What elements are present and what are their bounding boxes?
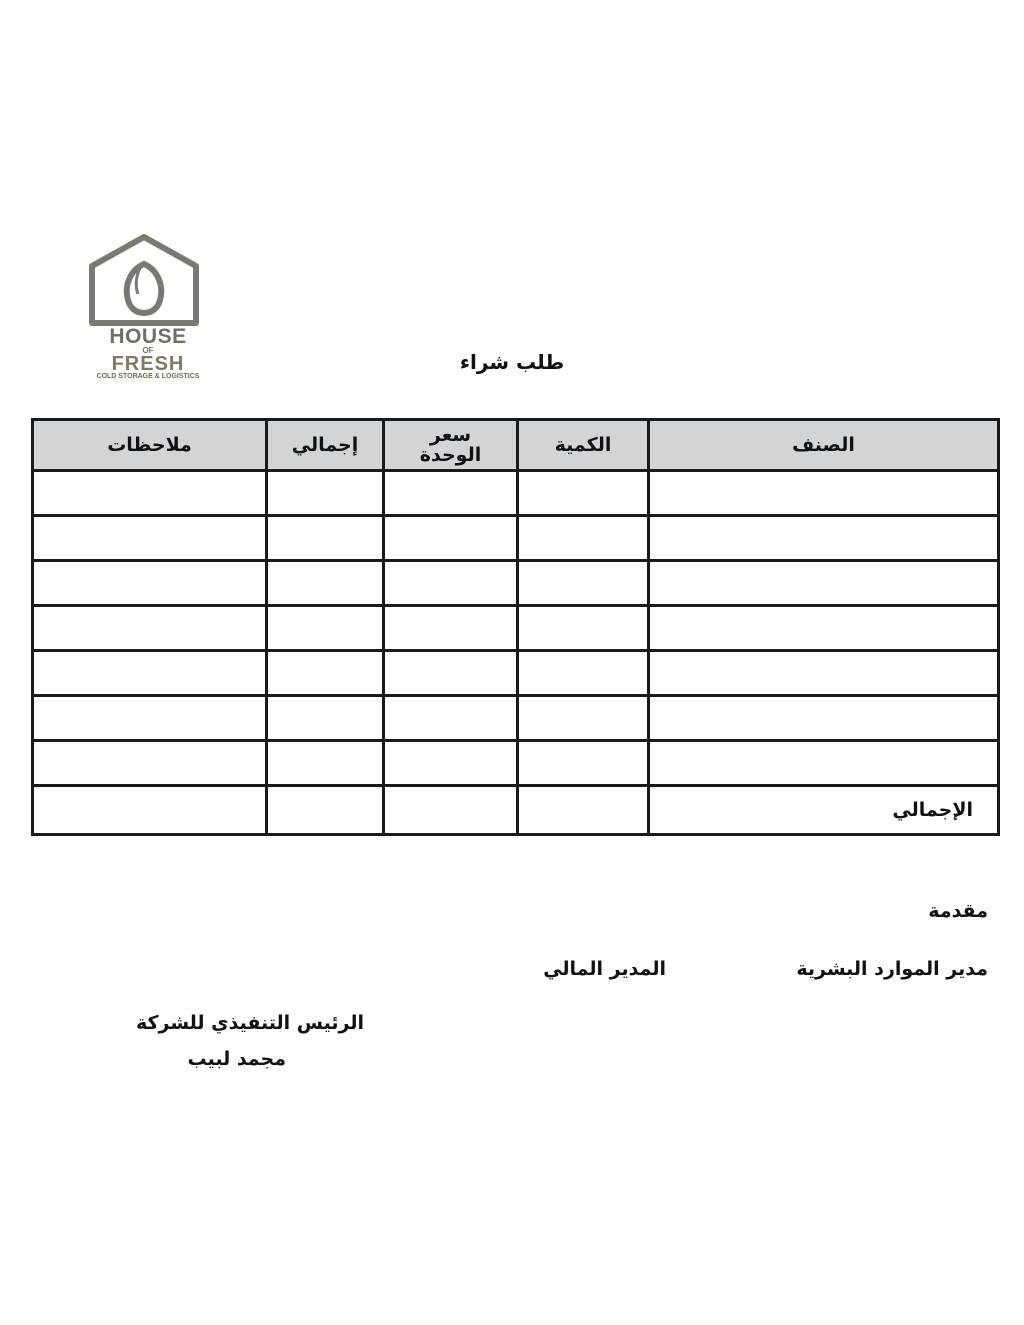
cell-unit-price[interactable] xyxy=(384,516,518,561)
cell-total[interactable] xyxy=(267,651,384,696)
finance-manager-label: المدير المالي xyxy=(543,958,666,980)
cell-quantity[interactable] xyxy=(518,696,649,741)
cell-quantity[interactable] xyxy=(518,561,649,606)
submitted-by-label: مقدمة xyxy=(928,900,988,922)
house-logo-icon xyxy=(86,234,210,330)
cell-quantity[interactable] xyxy=(518,606,649,651)
cell-quantity[interactable] xyxy=(518,471,649,516)
cell-item[interactable] xyxy=(649,696,999,741)
cell-unit-price[interactable] xyxy=(384,696,518,741)
cell-quantity[interactable] xyxy=(518,651,649,696)
cell-total[interactable] xyxy=(267,516,384,561)
cell-unit-price[interactable] xyxy=(384,606,518,651)
table-row xyxy=(33,606,999,651)
cell-notes[interactable] xyxy=(33,516,267,561)
cell-grand-total[interactable] xyxy=(267,786,384,835)
cell-notes[interactable] xyxy=(33,651,267,696)
table-row xyxy=(33,696,999,741)
cell-item[interactable] xyxy=(649,516,999,561)
logo-wordmark-fresh: FRESH xyxy=(111,353,185,375)
ceo-name-label: مجمد لبيب xyxy=(187,1048,286,1070)
table-row xyxy=(33,516,999,561)
logo-tagline: COLD STORAGE & LOGISTICS xyxy=(96,373,200,380)
header-unit-price-line2: الوحدة xyxy=(419,444,482,466)
header-unit-price xyxy=(384,420,518,471)
cell-total[interactable] xyxy=(267,741,384,786)
header-quantity: الكمية xyxy=(518,420,649,471)
table-row xyxy=(33,741,999,786)
ceo-title-label: الرئيس التنفيذي للشركة xyxy=(135,1012,364,1034)
cell-notes[interactable] xyxy=(33,606,267,651)
cell-total-quantity[interactable] xyxy=(518,786,649,835)
cell-total-unit-price[interactable] xyxy=(384,786,518,835)
header-unit-price-line1: سعر xyxy=(429,424,472,446)
table-total-row xyxy=(33,786,999,835)
hr-manager-label: مدير الموارد البشرية xyxy=(796,958,988,980)
total-label: الإجمالي xyxy=(649,786,999,835)
cell-unit-price[interactable] xyxy=(384,471,518,516)
cell-unit-price[interactable] xyxy=(384,651,518,696)
header-notes: ملاحظات xyxy=(33,420,267,471)
cell-notes[interactable] xyxy=(33,696,267,741)
cell-total-notes[interactable] xyxy=(33,786,267,835)
cell-notes[interactable] xyxy=(33,741,267,786)
cell-quantity[interactable] xyxy=(518,516,649,561)
cell-item[interactable] xyxy=(649,606,999,651)
cell-total[interactable] xyxy=(267,606,384,651)
cell-item[interactable] xyxy=(649,651,999,696)
logo-wordmark-house: HOUSE xyxy=(109,325,187,348)
table-header-row xyxy=(33,420,999,471)
cell-item[interactable] xyxy=(649,561,999,606)
cell-total[interactable] xyxy=(267,696,384,741)
purchase-order-table xyxy=(31,418,1000,836)
company-logo xyxy=(86,234,210,384)
table-row xyxy=(33,471,999,516)
cell-item[interactable] xyxy=(649,741,999,786)
cell-total[interactable] xyxy=(267,471,384,516)
cell-item[interactable] xyxy=(649,471,999,516)
cell-unit-price[interactable] xyxy=(384,561,518,606)
cell-notes[interactable] xyxy=(33,471,267,516)
table-row xyxy=(33,561,999,606)
header-total: إجمالي xyxy=(267,420,384,471)
cell-notes[interactable] xyxy=(33,561,267,606)
cell-quantity[interactable] xyxy=(518,741,649,786)
header-item: الصنف xyxy=(649,420,999,471)
table-row xyxy=(33,651,999,696)
document-title: طلب شراء xyxy=(459,350,565,374)
logo-wordmark-of: OF xyxy=(142,346,154,355)
cell-total[interactable] xyxy=(267,561,384,606)
cell-unit-price[interactable] xyxy=(384,741,518,786)
